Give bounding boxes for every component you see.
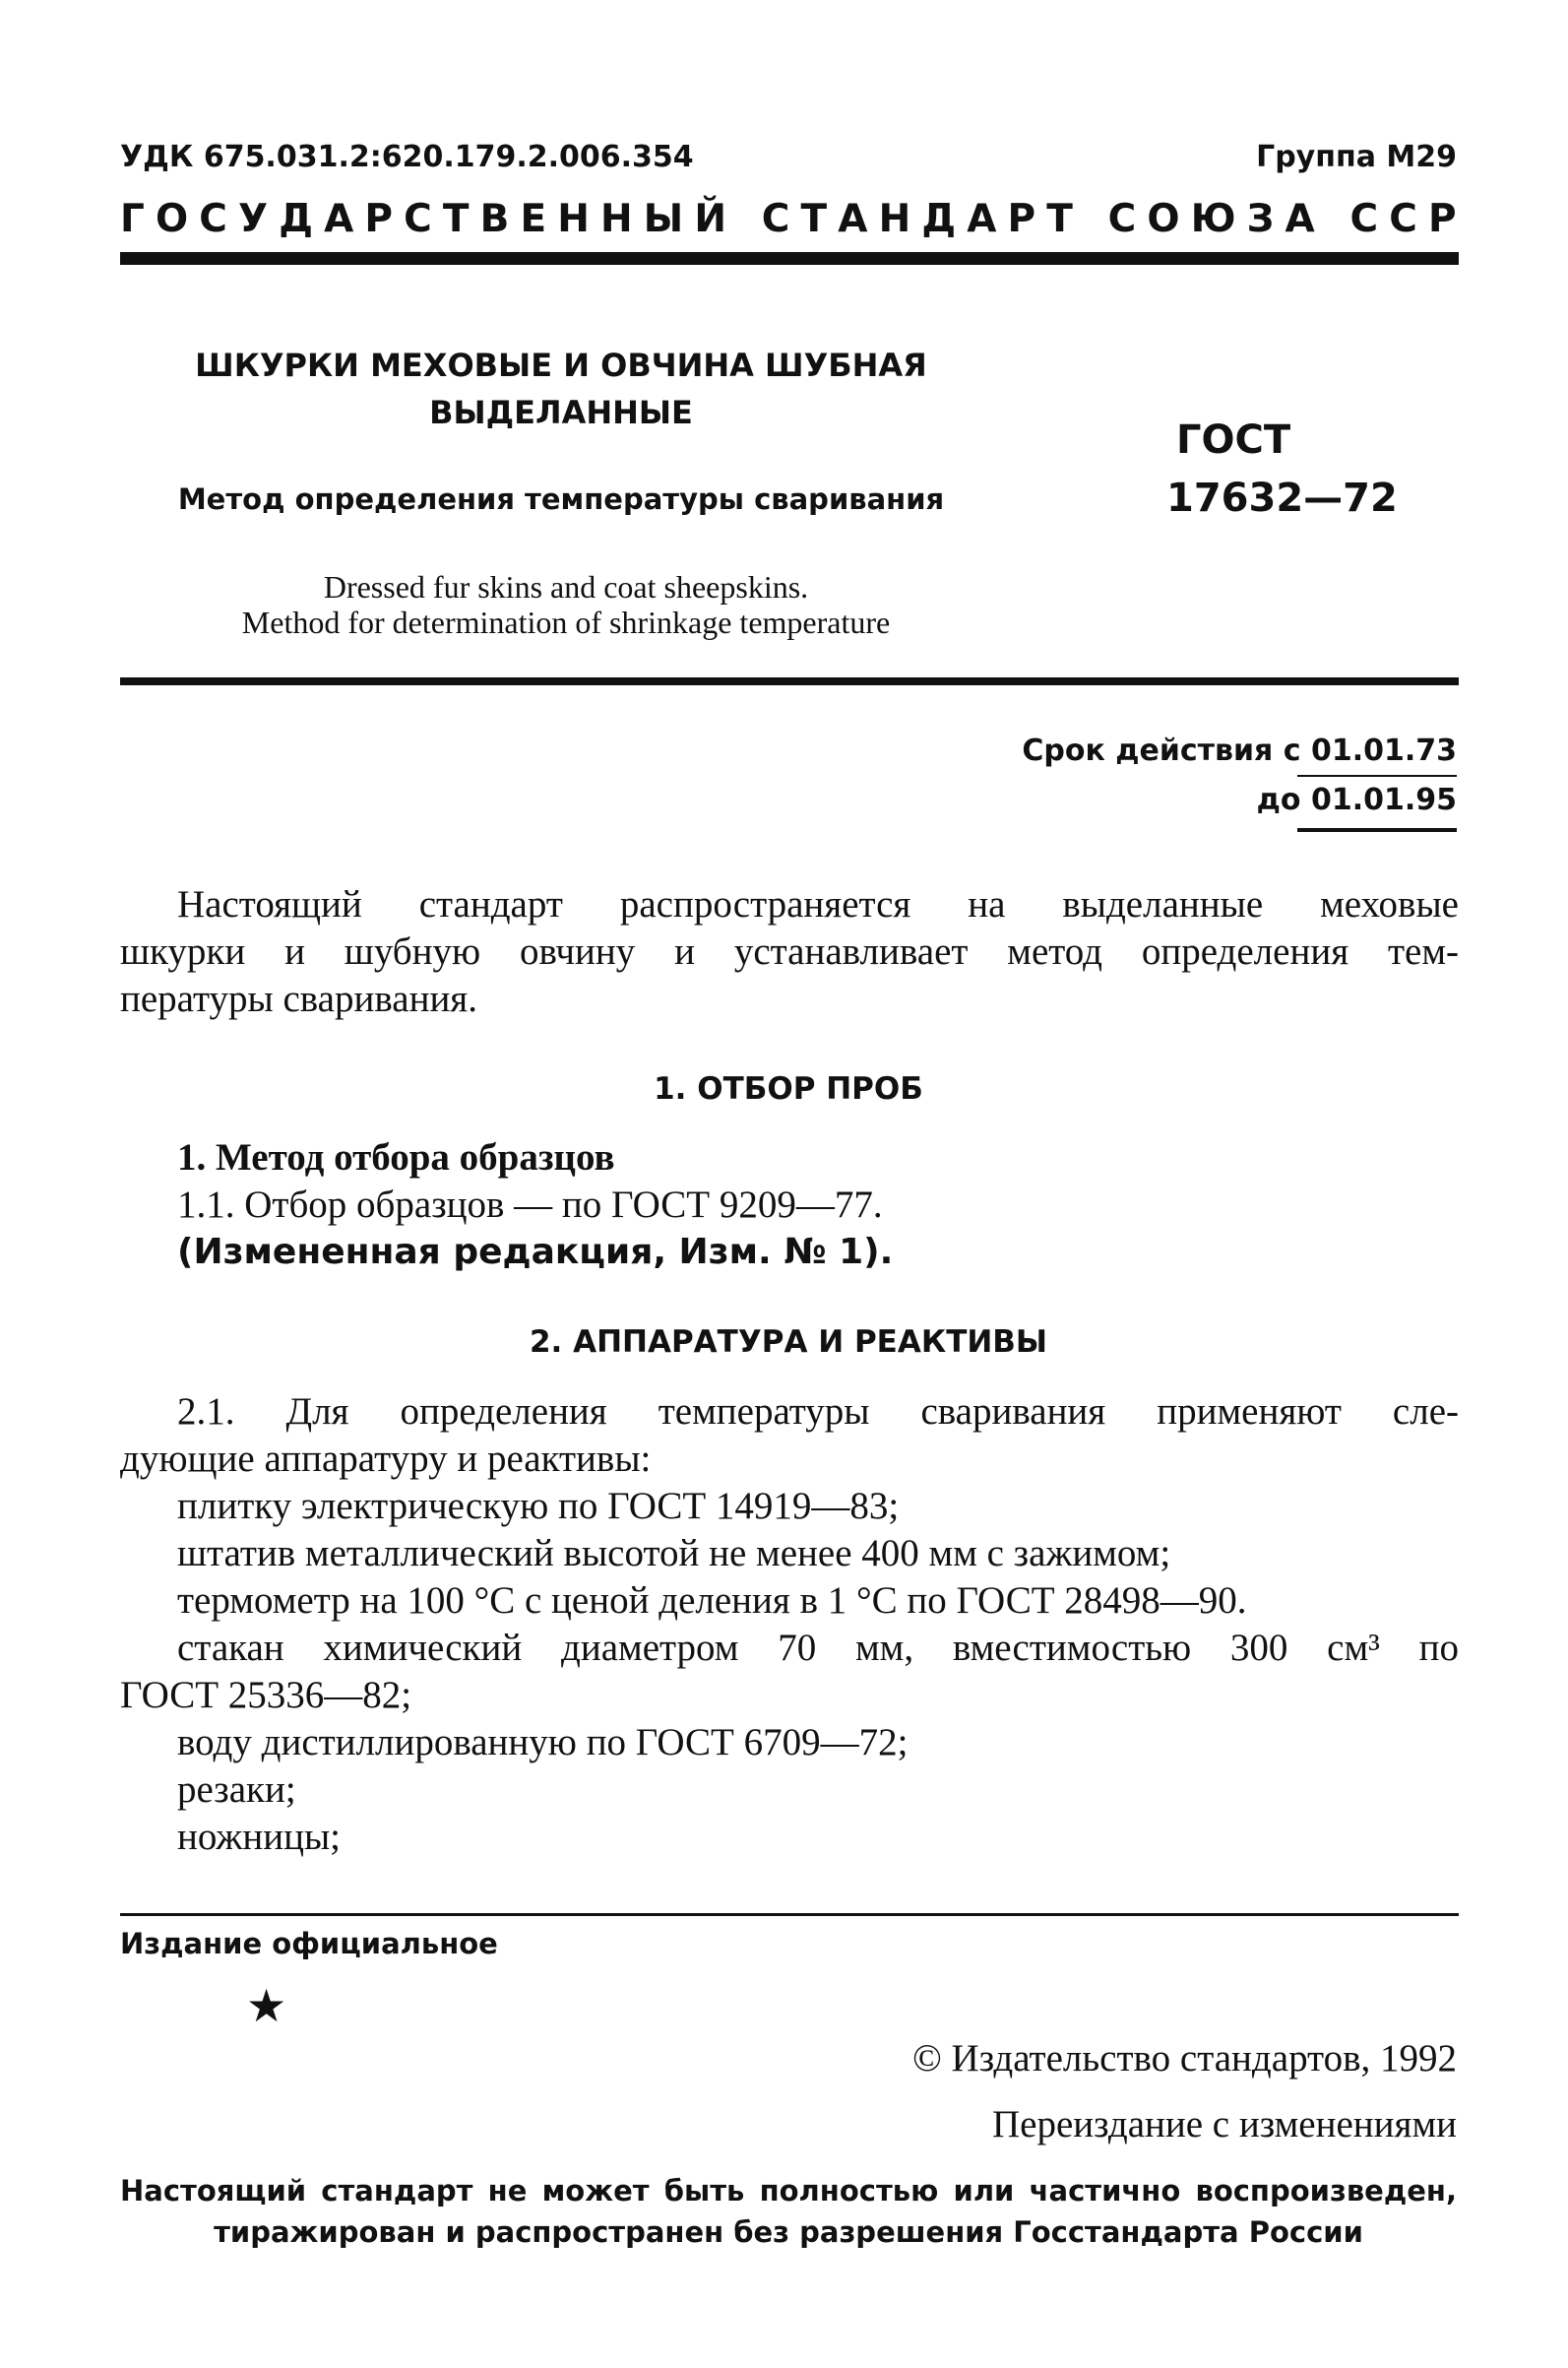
- english-title-line2: Method for determination of shrinkage temperature: [241, 605, 891, 640]
- footer-rule: [120, 1913, 1459, 1916]
- state-title-letter: З: [1246, 197, 1275, 241]
- state-title-letter: Р: [364, 197, 393, 241]
- equipment-item: плитку электрическую по ГОСТ 14919—83;: [177, 1485, 900, 1527]
- header-rule-thick: [120, 252, 1459, 265]
- state-title-letter: Й: [694, 197, 726, 241]
- official-edition-label: Издание официальное: [120, 1927, 498, 1960]
- state-title-letter: А: [967, 197, 997, 241]
- reproduction-notice-line1: Настоящий стандарт не может быть полностью или частично воспроизведен,: [120, 2174, 1457, 2208]
- validity-to: до 01.01.95: [1256, 783, 1457, 817]
- state-title-letter: С: [761, 197, 790, 241]
- title-rule-thick: [120, 677, 1459, 685]
- state-title-letter: А: [838, 197, 868, 241]
- state-title-letter: О: [155, 197, 189, 241]
- intro-line-1: Настоящий стандарт распространяется на выделанные меховые: [177, 883, 1459, 926]
- intro-line-2: шкурки и шубную овчину и устанавливает метод определения тем-: [120, 930, 1459, 973]
- state-title-letter: С: [1107, 197, 1137, 241]
- reissue-note: Переиздание с изменениями: [992, 2103, 1457, 2145]
- udk-code: УДК 675.031.2:620.179.2.006.354: [120, 140, 694, 174]
- document-subtitle: Метод определения температуры сваривания: [177, 482, 945, 516]
- english-title-line1: Dressed fur skins and coat sheepskins.: [323, 569, 809, 605]
- state-title-letter: У: [238, 197, 269, 241]
- state-title-letter: Р: [1007, 197, 1036, 241]
- star-icon: ★: [246, 1981, 287, 2031]
- equipment-item: стакан химический диаметром 70 мм, вместимостью 300 см³ по: [177, 1627, 1459, 1669]
- state-title-letter: Д: [279, 197, 313, 241]
- state-title-letter: С: [199, 197, 227, 241]
- state-title-letter: Т: [442, 197, 470, 241]
- state-standard-title: [120, 197, 1457, 241]
- equipment-item: резаки;: [177, 1768, 296, 1811]
- state-title-letter: С: [1389, 197, 1417, 241]
- state-title-letter: Е: [520, 197, 547, 241]
- equipment-item: ножницы;: [177, 1816, 341, 1858]
- state-title-letter: Ю: [1190, 197, 1236, 241]
- state-title-letter: О: [1147, 197, 1180, 241]
- state-title-letter: А: [324, 197, 354, 241]
- section-1-item-title: 1. Метод отбора образцов: [177, 1136, 615, 1179]
- state-title-letter: Н: [600, 197, 633, 241]
- section-1-item-1-1: 1.1. Отбор образцов — по ГОСТ 9209—77.: [177, 1184, 883, 1226]
- group-code: Группа М29: [1256, 140, 1457, 174]
- state-title-letter: [737, 197, 751, 241]
- state-title-letter: В: [479, 197, 510, 241]
- state-title-letter: Т: [800, 197, 828, 241]
- intro-line-3: пературы сваривания.: [120, 978, 477, 1020]
- document-title-line1: ШКУРКИ МЕХОВЫЕ И ОВЧИНА ШУБНАЯ: [195, 347, 927, 384]
- section-2-para-line-2: дующие аппаратуру и реактивы:: [120, 1438, 652, 1480]
- state-title-letter: С: [404, 197, 432, 241]
- validity-divider: [1297, 775, 1457, 777]
- state-title-letter: Р: [1427, 197, 1457, 241]
- state-title-letter: С: [1349, 197, 1379, 241]
- gost-number: 17632—72: [1166, 476, 1398, 521]
- equipment-item: термометр на 100 °С с ценой деления в 1 °С по ГОСТ 28498—90.: [177, 1579, 1247, 1622]
- state-title-letter: Ы: [643, 197, 684, 241]
- document-title-line2: ВЫДЕЛАННЫЕ: [429, 394, 693, 431]
- state-title-letter: А: [1285, 197, 1315, 241]
- section-1-amendment: (Измененная редакция, Изм. № 1).: [177, 1232, 894, 1272]
- state-title-letter: [1084, 197, 1098, 241]
- state-title-letter: Н: [557, 197, 590, 241]
- gost-label: ГОСТ: [1176, 417, 1291, 463]
- equipment-item: штатив металлический высотой не менее 400 мм с зажимом;: [177, 1532, 1171, 1574]
- copyright-line: © Издательство стандартов, 1992: [912, 2037, 1457, 2080]
- section-1-heading: 1. ОТБОР ПРОБ: [654, 1071, 923, 1107]
- state-title-letter: Н: [878, 197, 911, 241]
- state-title-letter: Т: [1046, 197, 1073, 241]
- state-title-letter: Д: [921, 197, 957, 241]
- section-2-heading: 2. АППАРАТУРА И РЕАКТИВЫ: [529, 1324, 1048, 1360]
- equipment-item-continuation: ГОСТ 25336—82;: [120, 1674, 412, 1716]
- section-2-para-line-1: 2.1. Для определения температуры сваривания применяют сле-: [177, 1390, 1459, 1433]
- validity-from: Срок действия с 01.01.73: [1022, 734, 1457, 768]
- reproduction-notice-line2: тиражирован и распространен без разрешения Госстандарта России: [214, 2215, 1363, 2249]
- equipment-item: воду дистиллированную по ГОСТ 6709—72;: [177, 1721, 909, 1763]
- state-title-letter: Г: [120, 197, 145, 241]
- state-title-letter: [1326, 197, 1340, 241]
- validity-underline: [1297, 828, 1457, 832]
